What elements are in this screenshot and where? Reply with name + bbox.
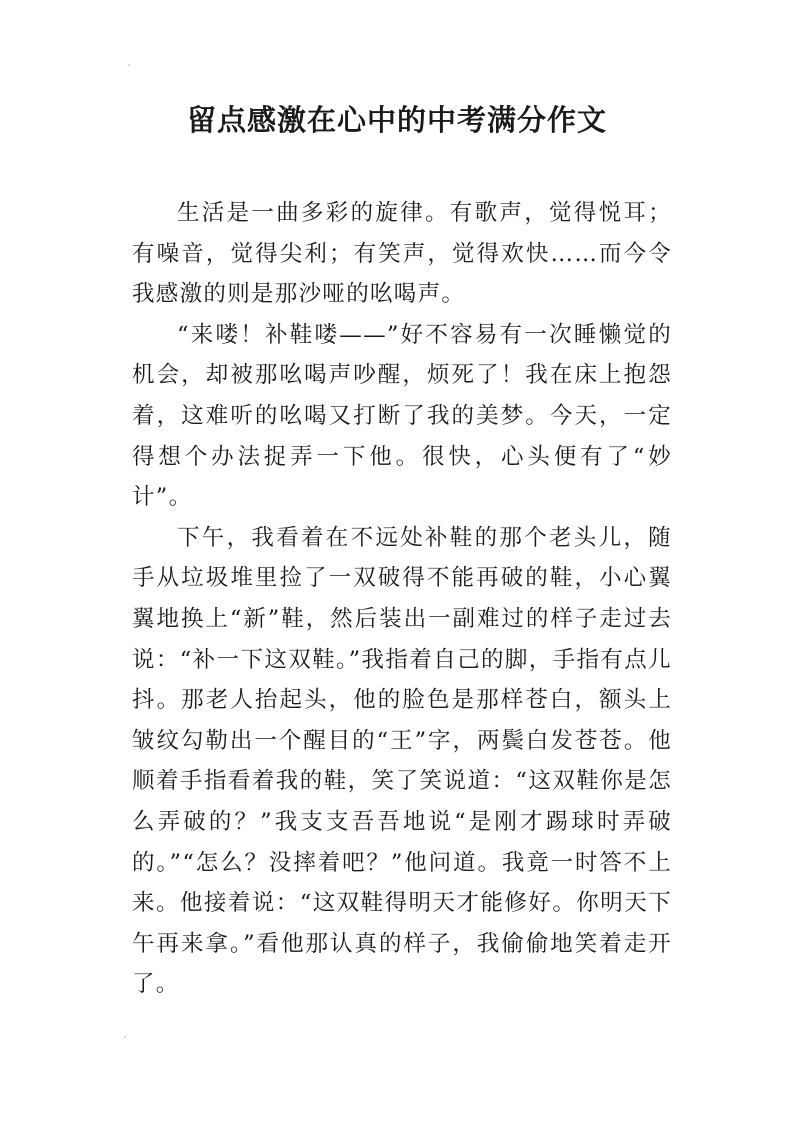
- paragraph: “来喽！补鞋喽——”好不容易有一次睡懒觉的机会，却被那吆喝声吵醒，烦死了！我在床上抱怨着，这难听的吆喝又打断了我的美梦。今天，一定得想个办法捉弄一下他。很快，心头便有了“妙计”。: [132, 321, 672, 511]
- scan-speck: [128, 64, 130, 66]
- scan-speck: [124, 1036, 126, 1038]
- paragraph: 生活是一曲多彩的旋律。有歌声，觉得悦耳；有噪音，觉得尖利；有笑声，觉得欢快……而今令我感激的则是那沙哑的吆喝声。: [132, 200, 672, 308]
- document-title: 留点感激在心中的中考满分作文: [186, 103, 607, 137]
- document-body: [132, 193, 672, 1005]
- paragraph: 下午，我看着在不远处补鞋的那个老头儿，随手从垃圾堆里捡了一双破得不能再破的鞋，小心翼翼地换上“新”鞋，然后装出一副难过的样子走过去说：“补一下这双鞋。”我指着自己的脚，手指有点儿抖。那老人抬起头，他的脸色是那样苍白，额头上皱纹勾勒出一个醒目的“王”字，两鬓白发苍苍。他顺着手指看着我的鞋，笑了笑说道：“这双鞋你是怎么弄破的？”我支支吾吾地说“是刚才踢球时弄破的。”“怎么？没摔着吧？”他问道。我竟一时答不上来。他接着说：“这双鞋得明天才能修好。你明天下午再来拿。”看他那认真的样子，我偷偷地笑着走开了。: [132, 524, 672, 998]
